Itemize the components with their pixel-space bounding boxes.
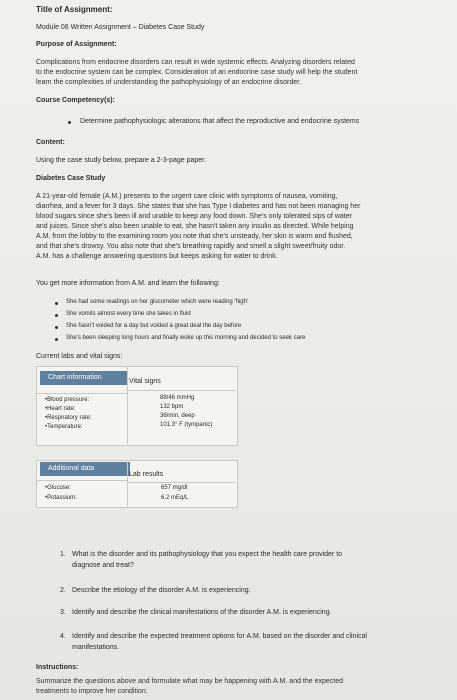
case-line: diarrhea, and a fever for 3 days. She states that she has Type I diabetes and has not been managing her: [36, 203, 361, 210]
case-title: Diabetes Case Study: [36, 175, 106, 182]
vitals-table-header: Chart information: [40, 371, 128, 385]
labs-row-label: •Glucose:: [45, 485, 71, 491]
labs-row-value: 6.2 mEq/L: [161, 495, 189, 501]
question-text: diagnose and treat?: [72, 562, 134, 569]
instructions-line: treatments to improve her condition.: [36, 688, 148, 695]
table-divider: [36, 480, 127, 481]
title-value: Module 06 Written Assignment – Diabetes Case Study: [36, 24, 205, 31]
table-divider: [127, 366, 128, 444]
vitals-row-label: •Respiratory rate:: [45, 415, 92, 421]
question-number: 3.: [60, 609, 66, 616]
vitals-row-value: 132 bpm: [160, 404, 184, 410]
title-label: Title of Assignment:: [36, 5, 113, 14]
case-paragraph: [36, 192, 360, 262]
bullet-icon: [55, 326, 58, 329]
question-number: 1.: [60, 551, 66, 558]
labs-row-value: 657 mg/dl: [161, 485, 188, 491]
question-text: Identify and describe the clinical manifestations of the disorder A.M. is experiencing.: [72, 609, 332, 616]
purpose-line: to the endocrine system can be complex. Consideration of an endocrine case study will help the student: [36, 69, 358, 76]
case-line: and that she's drowsy. You also note that she's breathing rapidly and smell a slight sweet/fruity odor.: [36, 243, 346, 250]
table-divider: [36, 393, 127, 394]
bullet-icon: [68, 121, 71, 124]
question-text: What is the disorder and its pathophysiology that you expect the health care provider to: [72, 551, 343, 558]
labs-row-label: •Potassium:: [45, 495, 77, 501]
bullet-icon: [55, 314, 58, 317]
vitals-row-value: 88/46 mmHg: [160, 395, 195, 401]
labs-table-header: Additional data: [40, 462, 130, 476]
question-text: Identify and describe the expected treatment options for A.M. based on the disorder and clinical: [72, 633, 367, 640]
instructions-label: Instructions:: [36, 664, 79, 671]
case-line: A.M. has a challenge answering questions but keeps asking for water to drink.: [36, 253, 278, 260]
vitals-row-value: 101.3° F (tympanic): [160, 422, 213, 428]
vitals-row-label: •Heart rate:: [45, 406, 76, 412]
case-line: A.M. from the lobby to the examining room you note that she's unsteady, her skin is warm and flushed,: [36, 233, 353, 240]
labs-section-title: Lab results: [129, 471, 164, 478]
competency-item: Determine pathophysiologic alterations that affect the reproductive and endocrine systems: [80, 118, 360, 125]
more-bullet: She hasn't voided for a day but voided a great deal the day before: [66, 323, 242, 329]
case-line: A 21-year-old female (A.M.) presents to the urgent care clinic with symptoms of nausea, vomiting,: [36, 193, 338, 200]
case-line: and juices. Since she's also been unable to eat, she hasn't taken any insulin as directed. While helping: [36, 223, 354, 230]
instructions-paragraph: [36, 677, 343, 697]
bullet-icon: [55, 338, 58, 341]
more-bullet: She had some readings on her glucometer which were reading 'high': [66, 299, 249, 305]
purpose-line: learn the complexities of understanding the pathophysiology of an endocrine disorder.: [36, 79, 302, 86]
more-bullet: She's been sleeping long hours and finally woke up this morning and decided to seek care: [66, 335, 306, 341]
vitals-row-label: •Blood pressure:: [45, 397, 90, 403]
content-label: Content:: [36, 139, 65, 146]
question-text: Describe the etiology of the disorder A.M. is experiencing.: [72, 587, 251, 594]
vitals-row-value: 36/min, deep: [160, 413, 195, 419]
more-info: You get more information from A.M. and learn the following:: [36, 280, 220, 287]
question-number: 2.: [60, 587, 66, 594]
table-divider: [127, 482, 236, 483]
competency-label: Course Competency(s):: [36, 97, 115, 104]
labs-label: Current labs and vital signs:: [36, 353, 123, 360]
case-line: blood sugars since she's been ill and unable to keep any food down. She's only tolerated sips of water: [36, 213, 352, 220]
table-divider: [127, 390, 236, 391]
purpose-line: Complications from endocrine disorders can result in wide systemic effects. Analyzing disorders related: [36, 59, 355, 66]
bullet-icon: [55, 302, 58, 305]
purpose-paragraph: [36, 58, 357, 88]
question-number: 4.: [60, 633, 66, 640]
content-intro: Using the case study below, prepare a 2-3-page paper.: [36, 157, 207, 164]
vitals-row-label: •Temperature:: [45, 424, 83, 430]
more-bullet: She vomits almost every time she takes in fluid: [66, 311, 191, 317]
question-text: manifestations.: [72, 644, 120, 651]
vitals-section-title: Vital signs: [129, 378, 161, 385]
purpose-label: Purpose of Assignment:: [36, 41, 117, 48]
instructions-line: Summarize the questions above and formulate what may be happening with A.M. and the expected: [36, 678, 344, 685]
table-divider: [127, 460, 128, 506]
